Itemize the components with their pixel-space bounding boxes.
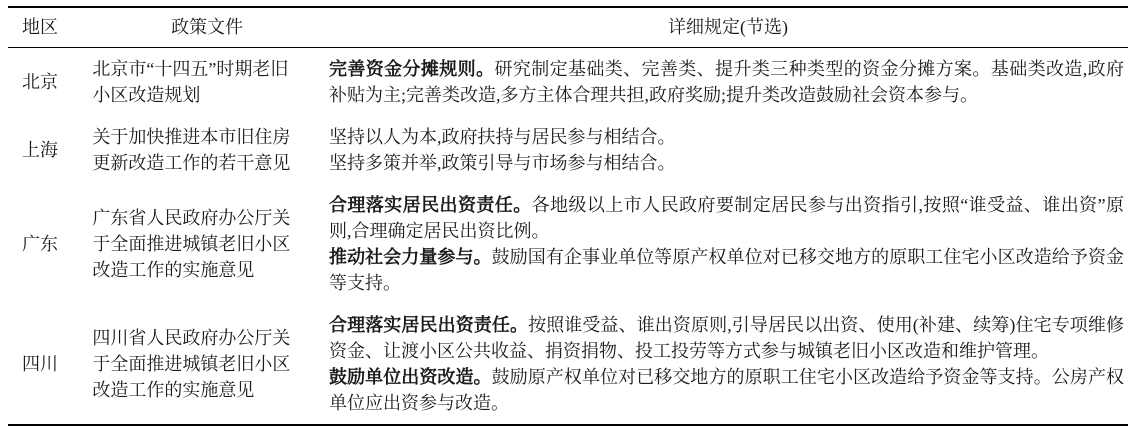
region-cell: 上海 bbox=[22, 140, 58, 160]
policy-document-title: 北京市“十四五”时期老旧小区改造规划 bbox=[92, 59, 289, 105]
policy-document-title: 四川省人民政府办公厅关于全面推进城镇老旧小区改造工作的实施意见 bbox=[92, 328, 291, 400]
details-cell bbox=[328, 184, 1128, 304]
details-cell bbox=[328, 116, 1128, 184]
policy-cell bbox=[86, 116, 328, 184]
detail-text: 鼓励国有企事业单位等原产权单位对已移交地方的原职工住宅小区改造给予资金等支持。 bbox=[329, 247, 1125, 293]
table-row-广东 bbox=[8, 184, 1128, 304]
detail-text: 鼓励原产权单位对已移交地方的原职工住宅小区改造给予资金等支持。公房产权单位应出资参与改造。 bbox=[329, 367, 1125, 413]
column-header-policy: 政策文件 bbox=[86, 7, 328, 48]
policy-table-container bbox=[8, 6, 1128, 426]
policy-document-title: 关于加快推进本市旧住房更新改造工作的若干意见 bbox=[92, 127, 291, 173]
detail-lead-sentence: 合理落实居民出资责任。 bbox=[329, 315, 529, 335]
detail-text: 按照谁受益、谁出资原则,引导居民以出资、使用(补建、续筹)住宅专项维修资金、让渡小区公共收益、捐资捐物、投工投劳等方式参与城镇老旧小区改造和维护管理。 bbox=[329, 315, 1124, 361]
table-row-上海 bbox=[8, 116, 1128, 184]
detail-lead-sentence: 合理落实居民出资责任。 bbox=[329, 195, 532, 215]
detail-paragraph bbox=[329, 364, 1124, 416]
column-header-region: 地区 bbox=[8, 7, 86, 48]
detail-paragraph bbox=[329, 192, 1124, 244]
region-cell: 北京 bbox=[22, 72, 58, 92]
detail-text: 坚持以人为本,政府扶持与居民参与相结合。 bbox=[329, 127, 676, 147]
policy-document-title: 广东省人民政府办公厅关于全面推进城镇老旧小区改造工作的实施意见 bbox=[92, 208, 291, 280]
column-header-details: 详细规定(节选) bbox=[328, 7, 1128, 48]
table-row-四川 bbox=[8, 304, 1128, 425]
detail-lead-sentence: 完善资金分摊规则。 bbox=[329, 59, 495, 79]
detail-paragraph bbox=[329, 244, 1124, 296]
policy-cell bbox=[86, 304, 328, 425]
header-row bbox=[8, 7, 1128, 48]
table-row-北京 bbox=[8, 48, 1128, 117]
detail-lead-sentence: 推动社会力量参与。 bbox=[329, 247, 492, 267]
detail-paragraph bbox=[329, 124, 1124, 150]
detail-text: 各地级以上市人民政府要制定居民参与出资指引,按照“谁受益、谁出资”原则,合理确定居民出资比例。 bbox=[329, 195, 1125, 241]
policy-cell bbox=[86, 184, 328, 304]
detail-paragraph bbox=[329, 150, 1124, 176]
region-cell: 四川 bbox=[22, 354, 58, 374]
detail-paragraph bbox=[329, 312, 1124, 364]
policy-table bbox=[8, 6, 1128, 426]
detail-text: 坚持多策并举,政策引导与市场参与相结合。 bbox=[329, 153, 676, 173]
details-cell bbox=[328, 304, 1128, 425]
detail-paragraph bbox=[329, 56, 1124, 108]
detail-text: 研究制定基础类、完善类、提升类三种类型的资金分摊方案。基础类改造,政府补贴为主;完善类改造,多方主体合理共担,政府奖励;提升类改造鼓励社会资本参与。 bbox=[329, 59, 1124, 105]
policy-cell bbox=[86, 48, 328, 117]
table-header bbox=[8, 7, 1128, 48]
table-body bbox=[8, 48, 1128, 426]
detail-lead-sentence: 鼓励单位出资改造。 bbox=[329, 367, 492, 387]
details-cell bbox=[328, 48, 1128, 117]
region-cell: 广东 bbox=[22, 234, 58, 254]
